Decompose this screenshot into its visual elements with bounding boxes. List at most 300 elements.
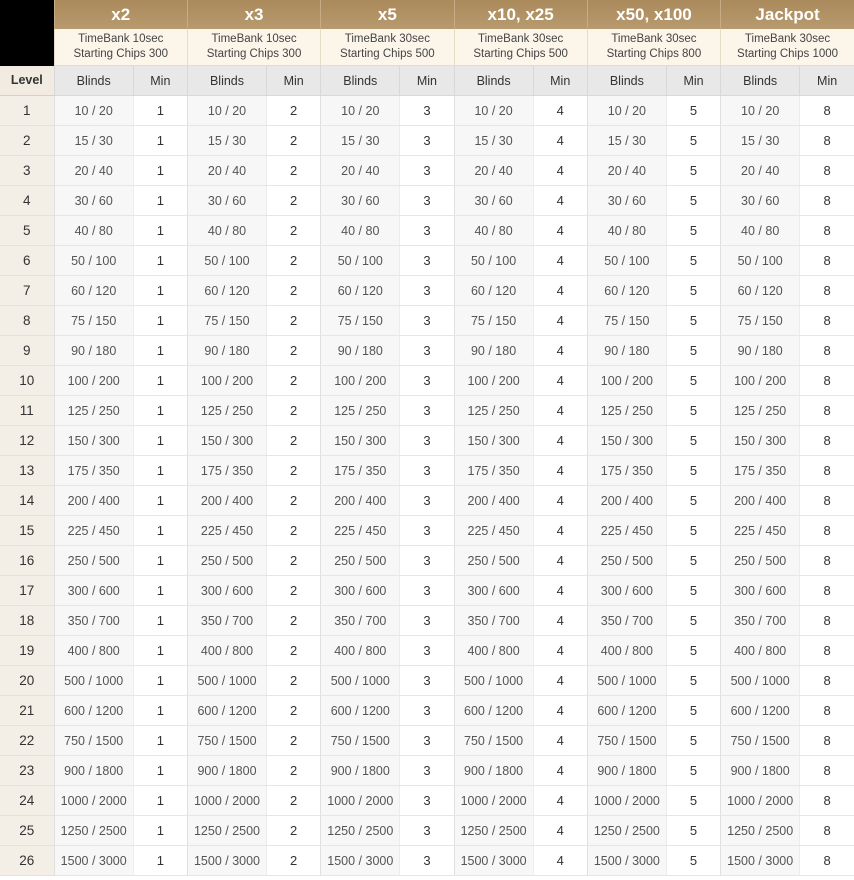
blinds-cell: 75 / 150 xyxy=(187,306,266,336)
blinds-cell: 90 / 180 xyxy=(587,336,666,366)
blinds-cell: 75 / 150 xyxy=(721,306,800,336)
min-cell: 5 xyxy=(666,606,720,636)
blinds-cell: 350 / 700 xyxy=(321,606,400,636)
min-cell: 5 xyxy=(666,786,720,816)
blinds-cell: 350 / 700 xyxy=(587,606,666,636)
min-cell: 3 xyxy=(400,786,454,816)
blinds-cell: 600 / 1200 xyxy=(187,696,266,726)
blinds-cell: 400 / 800 xyxy=(187,636,266,666)
min-cell: 3 xyxy=(400,246,454,276)
min-cell: 5 xyxy=(666,756,720,786)
blinds-cell: 125 / 250 xyxy=(54,396,133,426)
blinds-cell: 1250 / 2500 xyxy=(454,816,533,846)
blinds-cell: 150 / 300 xyxy=(721,426,800,456)
blinds-cell: 1000 / 2000 xyxy=(721,786,800,816)
min-cell: 2 xyxy=(267,696,321,726)
min-cell: 1 xyxy=(133,816,187,846)
min-column-header: Min xyxy=(267,66,321,96)
min-cell: 8 xyxy=(800,246,854,276)
group-title: x5 xyxy=(321,0,454,29)
min-cell: 8 xyxy=(800,156,854,186)
min-cell: 1 xyxy=(133,696,187,726)
blinds-cell: 75 / 150 xyxy=(587,306,666,336)
min-cell: 4 xyxy=(533,126,587,156)
min-cell: 4 xyxy=(533,516,587,546)
min-cell: 3 xyxy=(400,636,454,666)
min-cell: 5 xyxy=(666,816,720,846)
blinds-cell: 30 / 60 xyxy=(721,186,800,216)
blinds-cell: 20 / 40 xyxy=(54,156,133,186)
min-cell: 3 xyxy=(400,516,454,546)
min-cell: 1 xyxy=(133,576,187,606)
min-cell: 3 xyxy=(400,96,454,126)
blinds-cell: 750 / 1500 xyxy=(321,726,400,756)
min-cell: 5 xyxy=(666,456,720,486)
min-cell: 8 xyxy=(800,186,854,216)
min-cell: 2 xyxy=(267,186,321,216)
starting-chips-text: Starting Chips 300 xyxy=(206,48,302,60)
blinds-cell: 300 / 600 xyxy=(187,576,266,606)
min-cell: 5 xyxy=(666,396,720,426)
min-cell: 3 xyxy=(400,186,454,216)
timebank-text: TimeBank 10sec xyxy=(78,33,164,45)
blinds-cell: 1500 / 3000 xyxy=(321,846,400,876)
min-cell: 8 xyxy=(800,216,854,246)
blinds-cell: 30 / 60 xyxy=(54,186,133,216)
min-cell: 5 xyxy=(666,156,720,186)
corner-cell xyxy=(0,29,54,66)
blinds-cell: 50 / 100 xyxy=(54,246,133,276)
min-cell: 4 xyxy=(533,666,587,696)
min-cell: 1 xyxy=(133,786,187,816)
group-info xyxy=(454,29,587,66)
blinds-cell: 50 / 100 xyxy=(454,246,533,276)
blinds-cell: 90 / 180 xyxy=(321,336,400,366)
min-cell: 1 xyxy=(133,156,187,186)
min-cell: 2 xyxy=(267,216,321,246)
blinds-cell: 10 / 20 xyxy=(187,96,266,126)
min-cell: 2 xyxy=(267,546,321,576)
min-cell: 5 xyxy=(666,516,720,546)
blinds-cell: 60 / 120 xyxy=(187,276,266,306)
blinds-cell: 300 / 600 xyxy=(321,576,400,606)
min-cell: 2 xyxy=(267,126,321,156)
min-cell: 4 xyxy=(533,786,587,816)
blinds-cell: 200 / 400 xyxy=(587,486,666,516)
blinds-cell: 500 / 1000 xyxy=(454,666,533,696)
min-cell: 8 xyxy=(800,276,854,306)
min-cell: 2 xyxy=(267,726,321,756)
blinds-cell: 900 / 1800 xyxy=(321,756,400,786)
table-row xyxy=(0,606,854,636)
level-number: 24 xyxy=(0,786,54,816)
table-row xyxy=(0,636,854,666)
blinds-cell: 400 / 800 xyxy=(721,636,800,666)
table-row xyxy=(0,456,854,486)
min-cell: 3 xyxy=(400,696,454,726)
level-number: 25 xyxy=(0,816,54,846)
min-cell: 8 xyxy=(800,306,854,336)
min-cell: 3 xyxy=(400,576,454,606)
blinds-cell: 350 / 700 xyxy=(454,606,533,636)
min-cell: 4 xyxy=(533,726,587,756)
blinds-cell: 900 / 1800 xyxy=(721,756,800,786)
table-row xyxy=(0,726,854,756)
blinds-cell: 175 / 350 xyxy=(321,456,400,486)
min-cell: 4 xyxy=(533,576,587,606)
group-info xyxy=(321,29,454,66)
column-header-row xyxy=(0,66,854,96)
blinds-cell: 600 / 1200 xyxy=(321,696,400,726)
min-cell: 1 xyxy=(133,306,187,336)
min-cell: 4 xyxy=(533,816,587,846)
blinds-cell: 15 / 30 xyxy=(454,126,533,156)
group-info xyxy=(587,29,720,66)
level-number: 19 xyxy=(0,636,54,666)
blinds-cell: 200 / 400 xyxy=(454,486,533,516)
blinds-cell: 50 / 100 xyxy=(721,246,800,276)
timebank-text: TimeBank 30sec xyxy=(344,33,430,45)
blinds-cell: 200 / 400 xyxy=(721,486,800,516)
blinds-cell: 60 / 120 xyxy=(454,276,533,306)
min-cell: 2 xyxy=(267,666,321,696)
min-cell: 2 xyxy=(267,366,321,396)
min-cell: 2 xyxy=(267,156,321,186)
table-row xyxy=(0,756,854,786)
min-cell: 8 xyxy=(800,606,854,636)
level-number: 10 xyxy=(0,366,54,396)
blinds-column-header: Blinds xyxy=(454,66,533,96)
min-cell: 1 xyxy=(133,336,187,366)
blinds-cell: 250 / 500 xyxy=(721,546,800,576)
min-cell: 3 xyxy=(400,846,454,876)
blinds-cell: 600 / 1200 xyxy=(54,696,133,726)
min-cell: 3 xyxy=(400,456,454,486)
level-number: 3 xyxy=(0,156,54,186)
blinds-cell: 225 / 450 xyxy=(587,516,666,546)
blinds-cell: 50 / 100 xyxy=(187,246,266,276)
blinds-cell: 20 / 40 xyxy=(321,156,400,186)
min-cell: 4 xyxy=(533,276,587,306)
table-row xyxy=(0,546,854,576)
blinds-cell: 600 / 1200 xyxy=(721,696,800,726)
blinds-cell: 750 / 1500 xyxy=(454,726,533,756)
blinds-cell: 900 / 1800 xyxy=(54,756,133,786)
blinds-cell: 90 / 180 xyxy=(54,336,133,366)
blinds-cell: 100 / 200 xyxy=(187,366,266,396)
min-cell: 5 xyxy=(666,846,720,876)
min-cell: 4 xyxy=(533,306,587,336)
min-cell: 3 xyxy=(400,396,454,426)
min-cell: 3 xyxy=(400,426,454,456)
blinds-cell: 10 / 20 xyxy=(54,96,133,126)
min-cell: 1 xyxy=(133,486,187,516)
level-number: 23 xyxy=(0,756,54,786)
level-number: 8 xyxy=(0,306,54,336)
min-cell: 4 xyxy=(533,846,587,876)
min-cell: 8 xyxy=(800,516,854,546)
min-cell: 2 xyxy=(267,606,321,636)
blinds-cell: 40 / 80 xyxy=(187,216,266,246)
level-number: 2 xyxy=(0,126,54,156)
min-cell: 8 xyxy=(800,426,854,456)
blinds-cell: 100 / 200 xyxy=(454,366,533,396)
min-cell: 8 xyxy=(800,636,854,666)
level-number: 12 xyxy=(0,426,54,456)
blinds-cell: 125 / 250 xyxy=(187,396,266,426)
table-row xyxy=(0,96,854,126)
group-info xyxy=(54,29,187,66)
blinds-cell: 175 / 350 xyxy=(587,456,666,486)
blinds-cell: 175 / 350 xyxy=(454,456,533,486)
blinds-cell: 250 / 500 xyxy=(454,546,533,576)
min-cell: 4 xyxy=(533,336,587,366)
blinds-cell: 125 / 250 xyxy=(454,396,533,426)
blinds-cell: 150 / 300 xyxy=(321,426,400,456)
table-row xyxy=(0,516,854,546)
blinds-cell: 1500 / 3000 xyxy=(587,846,666,876)
min-cell: 8 xyxy=(800,576,854,606)
blinds-cell: 1250 / 2500 xyxy=(721,816,800,846)
group-title: x3 xyxy=(187,0,320,29)
blinds-cell: 350 / 700 xyxy=(721,606,800,636)
blinds-cell: 200 / 400 xyxy=(187,486,266,516)
blinds-cell: 400 / 800 xyxy=(321,636,400,666)
min-cell: 8 xyxy=(800,696,854,726)
blinds-cell: 125 / 250 xyxy=(721,396,800,426)
timebank-text: TimeBank 30sec xyxy=(478,33,564,45)
min-cell: 8 xyxy=(800,126,854,156)
blinds-cell: 75 / 150 xyxy=(54,306,133,336)
level-number: 6 xyxy=(0,246,54,276)
blinds-cell: 200 / 400 xyxy=(321,486,400,516)
min-cell: 1 xyxy=(133,756,187,786)
min-cell: 3 xyxy=(400,156,454,186)
level-number: 7 xyxy=(0,276,54,306)
table-row xyxy=(0,246,854,276)
min-cell: 2 xyxy=(267,246,321,276)
blinds-cell: 30 / 60 xyxy=(587,186,666,216)
min-cell: 3 xyxy=(400,336,454,366)
min-cell: 5 xyxy=(666,96,720,126)
blinds-column-header: Blinds xyxy=(54,66,133,96)
blinds-cell: 1250 / 2500 xyxy=(54,816,133,846)
min-cell: 2 xyxy=(267,306,321,336)
level-number: 1 xyxy=(0,96,54,126)
blinds-cell: 1000 / 2000 xyxy=(587,786,666,816)
blinds-cell: 175 / 350 xyxy=(54,456,133,486)
blinds-cell: 400 / 800 xyxy=(454,636,533,666)
min-cell: 1 xyxy=(133,606,187,636)
blinds-cell: 1000 / 2000 xyxy=(54,786,133,816)
blinds-cell: 15 / 30 xyxy=(187,126,266,156)
starting-chips-text: Starting Chips 300 xyxy=(73,48,169,60)
blinds-cell: 10 / 20 xyxy=(321,96,400,126)
blinds-cell: 150 / 300 xyxy=(54,426,133,456)
min-cell: 2 xyxy=(267,846,321,876)
min-cell: 5 xyxy=(666,186,720,216)
multiplier-header-row xyxy=(0,0,854,29)
table-row xyxy=(0,576,854,606)
blinds-cell: 125 / 250 xyxy=(321,396,400,426)
blinds-cell: 10 / 20 xyxy=(587,96,666,126)
blinds-cell: 900 / 1800 xyxy=(454,756,533,786)
min-cell: 4 xyxy=(533,696,587,726)
blinds-cell: 10 / 20 xyxy=(721,96,800,126)
blinds-cell: 30 / 60 xyxy=(454,186,533,216)
starting-chips-text: Starting Chips 1000 xyxy=(737,48,839,60)
blinds-cell: 90 / 180 xyxy=(454,336,533,366)
blinds-cell: 600 / 1200 xyxy=(454,696,533,726)
min-cell: 1 xyxy=(133,546,187,576)
blinds-cell: 750 / 1500 xyxy=(587,726,666,756)
min-cell: 4 xyxy=(533,186,587,216)
min-cell: 3 xyxy=(400,546,454,576)
blinds-cell: 350 / 700 xyxy=(187,606,266,636)
blinds-column-header: Blinds xyxy=(321,66,400,96)
min-cell: 4 xyxy=(533,606,587,636)
blinds-cell: 225 / 450 xyxy=(321,516,400,546)
min-cell: 3 xyxy=(400,606,454,636)
min-cell: 4 xyxy=(533,246,587,276)
blinds-cell: 400 / 800 xyxy=(54,636,133,666)
blinds-cell: 100 / 200 xyxy=(587,366,666,396)
min-cell: 4 xyxy=(533,486,587,516)
min-cell: 2 xyxy=(267,636,321,666)
blinds-cell: 750 / 1500 xyxy=(721,726,800,756)
min-cell: 8 xyxy=(800,486,854,516)
min-cell: 3 xyxy=(400,126,454,156)
min-cell: 1 xyxy=(133,216,187,246)
min-cell: 1 xyxy=(133,246,187,276)
level-number: 9 xyxy=(0,336,54,366)
level-column-header: Level xyxy=(0,66,54,96)
min-cell: 4 xyxy=(533,456,587,486)
blinds-cell: 40 / 80 xyxy=(321,216,400,246)
table-row xyxy=(0,816,854,846)
min-cell: 2 xyxy=(267,336,321,366)
blinds-cell: 90 / 180 xyxy=(721,336,800,366)
blinds-cell: 1500 / 3000 xyxy=(454,846,533,876)
min-cell: 1 xyxy=(133,396,187,426)
min-cell: 8 xyxy=(800,756,854,786)
blinds-cell: 900 / 1800 xyxy=(587,756,666,786)
blinds-cell: 1500 / 3000 xyxy=(54,846,133,876)
min-cell: 2 xyxy=(267,816,321,846)
blinds-cell: 150 / 300 xyxy=(454,426,533,456)
timebank-text: TimeBank 10sec xyxy=(211,33,297,45)
min-column-header: Min xyxy=(800,66,854,96)
blinds-cell: 500 / 1000 xyxy=(721,666,800,696)
blinds-cell: 100 / 200 xyxy=(54,366,133,396)
min-cell: 4 xyxy=(533,216,587,246)
min-cell: 2 xyxy=(267,786,321,816)
min-cell: 5 xyxy=(666,546,720,576)
blinds-cell: 1500 / 3000 xyxy=(721,846,800,876)
blinds-cell: 60 / 120 xyxy=(721,276,800,306)
min-cell: 8 xyxy=(800,96,854,126)
blinds-cell: 40 / 80 xyxy=(54,216,133,246)
blinds-column-header: Blinds xyxy=(721,66,800,96)
table-row xyxy=(0,366,854,396)
blinds-cell: 225 / 450 xyxy=(454,516,533,546)
min-cell: 1 xyxy=(133,846,187,876)
blinds-cell: 20 / 40 xyxy=(721,156,800,186)
min-cell: 8 xyxy=(800,456,854,486)
min-cell: 2 xyxy=(267,96,321,126)
min-column-header: Min xyxy=(666,66,720,96)
blinds-cell: 10 / 20 xyxy=(454,96,533,126)
blinds-cell: 225 / 450 xyxy=(187,516,266,546)
blinds-cell: 500 / 1000 xyxy=(187,666,266,696)
blinds-cell: 60 / 120 xyxy=(54,276,133,306)
blinds-cell: 15 / 30 xyxy=(587,126,666,156)
min-cell: 8 xyxy=(800,396,854,426)
blinds-cell: 1250 / 2500 xyxy=(187,816,266,846)
min-cell: 4 xyxy=(533,546,587,576)
blinds-column-header: Blinds xyxy=(587,66,666,96)
min-cell: 8 xyxy=(800,666,854,696)
min-cell: 1 xyxy=(133,426,187,456)
group-info xyxy=(721,29,854,66)
blinds-cell: 225 / 450 xyxy=(721,516,800,546)
blinds-cell: 150 / 300 xyxy=(187,426,266,456)
min-cell: 8 xyxy=(800,336,854,366)
blinds-cell: 40 / 80 xyxy=(587,216,666,246)
min-cell: 2 xyxy=(267,396,321,426)
table-row xyxy=(0,396,854,426)
min-cell: 4 xyxy=(533,636,587,666)
blinds-cell: 100 / 200 xyxy=(321,366,400,396)
blinds-cell: 75 / 150 xyxy=(454,306,533,336)
min-cell: 5 xyxy=(666,726,720,756)
min-cell: 5 xyxy=(666,276,720,306)
blinds-cell: 100 / 200 xyxy=(721,366,800,396)
blinds-cell: 60 / 120 xyxy=(587,276,666,306)
min-cell: 8 xyxy=(800,546,854,576)
min-cell: 8 xyxy=(800,846,854,876)
blinds-cell: 50 / 100 xyxy=(321,246,400,276)
blinds-cell: 500 / 1000 xyxy=(321,666,400,696)
min-cell: 2 xyxy=(267,456,321,486)
min-cell: 2 xyxy=(267,426,321,456)
blinds-cell: 200 / 400 xyxy=(54,486,133,516)
min-cell: 2 xyxy=(267,756,321,786)
blinds-cell: 225 / 450 xyxy=(54,516,133,546)
table-row xyxy=(0,666,854,696)
min-cell: 3 xyxy=(400,726,454,756)
blinds-cell: 1250 / 2500 xyxy=(321,816,400,846)
blinds-cell: 20 / 40 xyxy=(587,156,666,186)
min-cell: 3 xyxy=(400,486,454,516)
blinds-cell: 500 / 1000 xyxy=(54,666,133,696)
blinds-cell: 15 / 30 xyxy=(721,126,800,156)
starting-chips-text: Starting Chips 500 xyxy=(473,48,568,60)
group-title: x50, x100 xyxy=(587,0,720,29)
min-cell: 3 xyxy=(400,306,454,336)
blinds-cell: 250 / 500 xyxy=(54,546,133,576)
table-row xyxy=(0,846,854,876)
blinds-cell: 250 / 500 xyxy=(187,546,266,576)
level-number: 20 xyxy=(0,666,54,696)
min-cell: 3 xyxy=(400,216,454,246)
starting-chips-text: Starting Chips 800 xyxy=(606,48,702,60)
min-cell: 3 xyxy=(400,816,454,846)
table-row xyxy=(0,126,854,156)
blinds-cell: 250 / 500 xyxy=(587,546,666,576)
min-cell: 3 xyxy=(400,666,454,696)
level-number: 15 xyxy=(0,516,54,546)
